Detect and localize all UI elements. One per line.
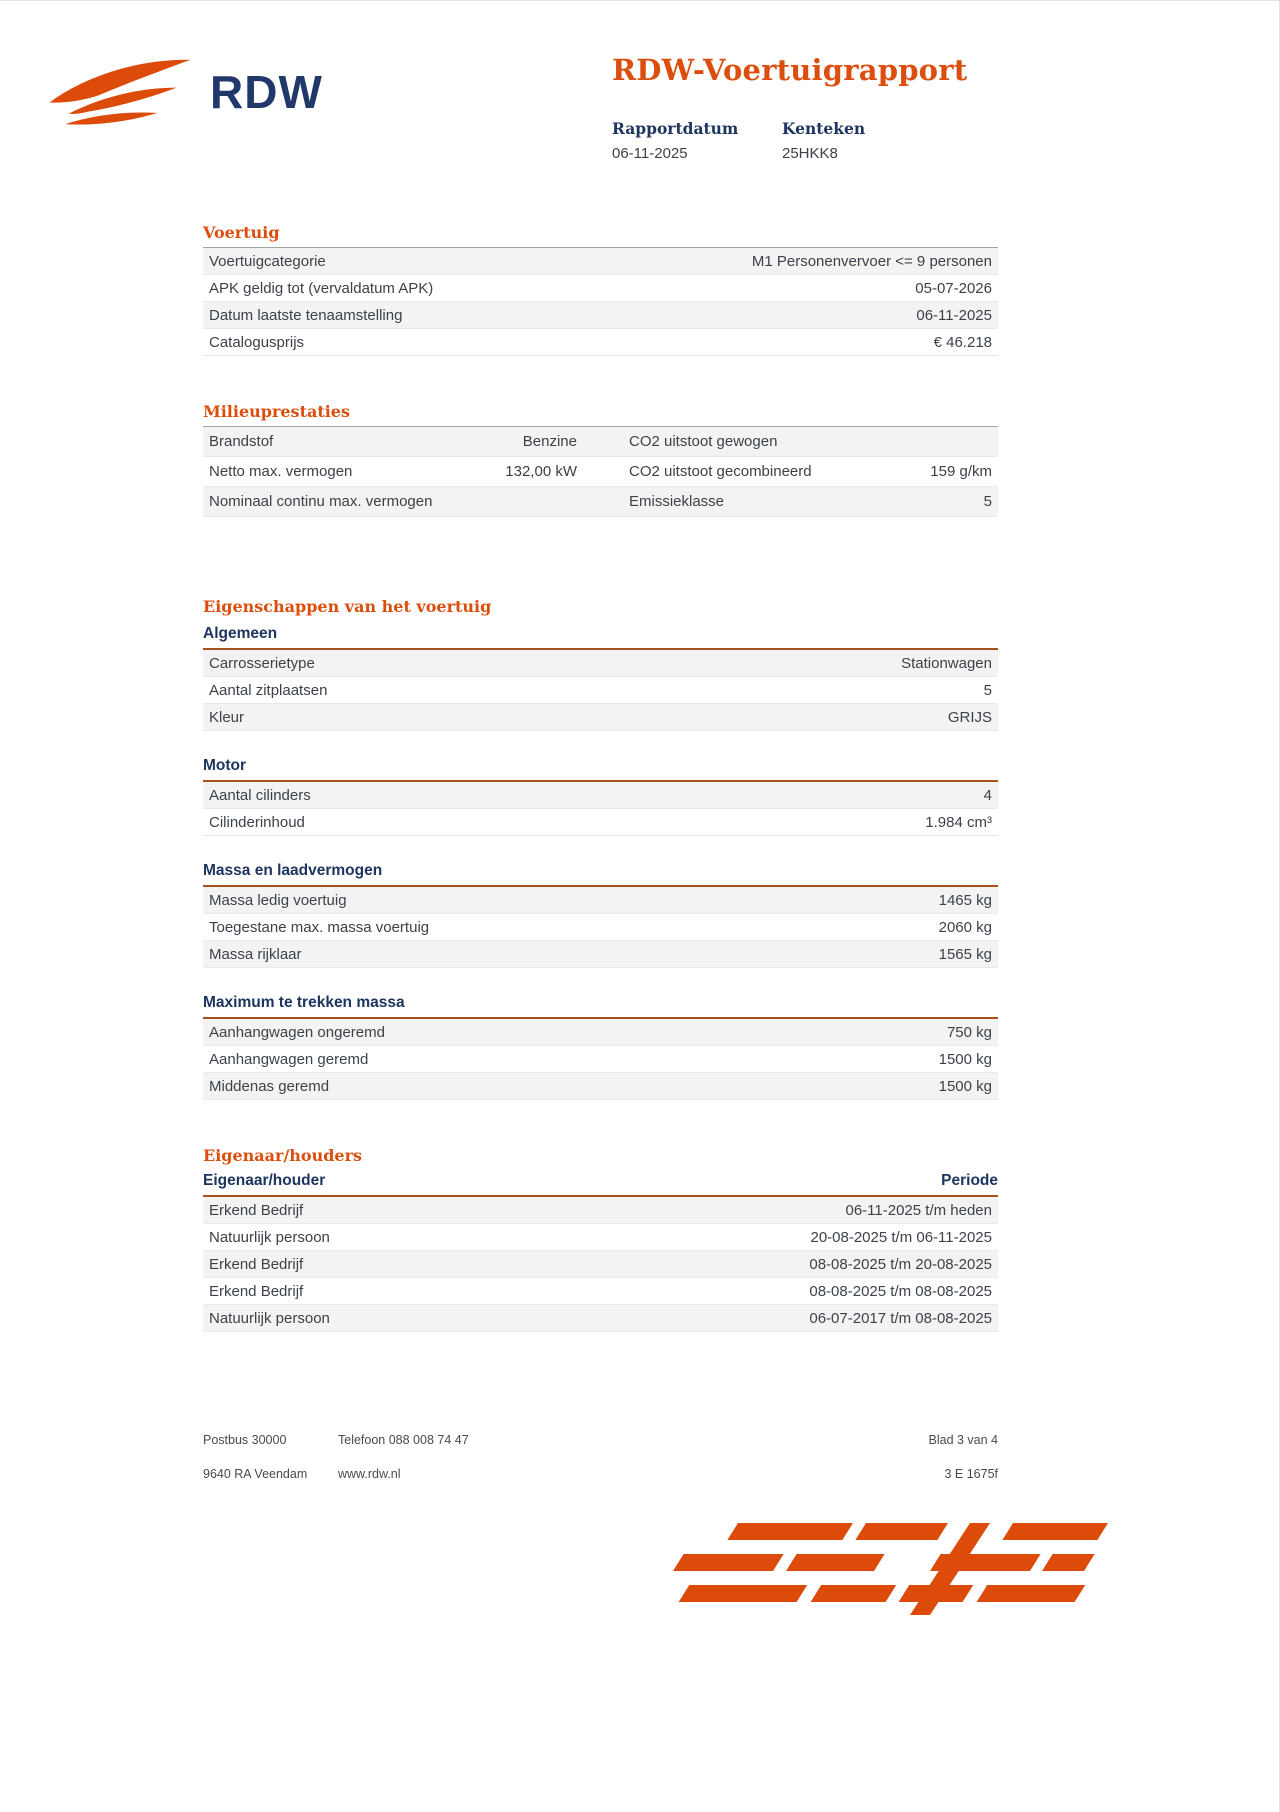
report-date-label: Rapportdatum (612, 119, 739, 138)
rdw-logo-text: RDW (210, 66, 323, 118)
row-label: Aantal zitplaatsen (209, 681, 328, 699)
table-row (203, 650, 998, 677)
footer-phone: Telefoon 088 008 74 47 (338, 1433, 469, 1447)
row-value: 5 (983, 681, 992, 699)
subsection-algemeen (203, 625, 998, 731)
section-title-milieu: Milieuprestaties (203, 402, 998, 427)
table-row (203, 329, 998, 356)
milieu-right-pair (629, 493, 992, 510)
table-row (203, 1251, 998, 1278)
table-row (203, 427, 998, 457)
table-row (203, 887, 998, 914)
milieu-right-pair (629, 463, 992, 480)
table-row (203, 941, 998, 968)
row-value: 750 kg (946, 1023, 992, 1041)
table-row (203, 275, 998, 302)
footer-line-1 (203, 1433, 998, 1447)
massa-table (203, 887, 998, 968)
column-header-owner: Eigenaar/houder (203, 1172, 326, 1189)
row-value: € 46.218 (933, 333, 992, 351)
owners-table-header (203, 1170, 998, 1197)
row-label: Datum laatste tenaamstelling (209, 306, 403, 324)
section-title-eigenschappen: Eigenschappen van het voertuig (203, 597, 492, 616)
row-value: GRIJS (947, 708, 992, 726)
row-label: Brandstof (209, 433, 274, 450)
column-header-period: Periode (941, 1172, 998, 1189)
section-milieu (203, 402, 998, 517)
row-value: 1565 kg (938, 945, 992, 963)
milieu-table (203, 427, 998, 517)
rdw-stripes-decoration-icon (648, 1523, 1110, 1615)
subsection-title-trekken: Maximum te trekken massa (203, 994, 998, 1019)
section-title-eigenaren: Eigenaar/houders (203, 1146, 363, 1165)
voertuig-table (203, 248, 998, 356)
row-label: Aanhangwagen geremd (209, 1050, 369, 1068)
table-row (203, 782, 998, 809)
table-row (203, 704, 998, 731)
row-value: 1500 kg (938, 1050, 992, 1068)
table-row (203, 487, 998, 517)
table-row (203, 1019, 998, 1046)
table-row (203, 457, 998, 487)
motor-table (203, 782, 998, 836)
owner-name: Natuurlijk persoon (209, 1309, 330, 1327)
section-title-voertuig: Voertuig (203, 223, 998, 248)
section-eigenschappen (203, 597, 998, 1100)
table-row (203, 1046, 998, 1073)
row-value: 1.984 cm³ (925, 813, 992, 831)
row-value: 4 (983, 786, 992, 804)
license-plate (782, 119, 952, 162)
page-footer (203, 1433, 998, 1481)
row-label: Massa ledig voertuig (209, 891, 347, 909)
row-label: Voertuigcategorie (209, 252, 326, 270)
rdw-logo-icon (46, 45, 194, 139)
row-label: Kleur (209, 708, 245, 726)
owner-period: 20-08-2025 t/m 06-11-2025 (810, 1228, 992, 1246)
milieu-left-pair (209, 463, 577, 480)
subsection-title-algemeen: Algemeen (203, 625, 998, 650)
table-row (203, 302, 998, 329)
report-header (612, 53, 1032, 162)
report-meta (612, 119, 1032, 162)
owners-table (203, 1197, 998, 1332)
section-voertuig (203, 223, 998, 356)
row-value: 06-11-2025 (916, 306, 992, 324)
row-label: Emissieklasse (629, 493, 725, 510)
subsection-title-massa: Massa en laadvermogen (203, 862, 998, 887)
table-row (203, 914, 998, 941)
footer-address-line2: 9640 RA Veendam (203, 1467, 308, 1481)
table-row (203, 1305, 998, 1332)
row-value: 1500 kg (938, 1077, 992, 1095)
row-label: Nominaal continu max. vermogen (209, 493, 433, 510)
footer-doc-code: 3 E 1675f (944, 1467, 998, 1481)
row-label: CO2 uitstoot gewogen (629, 433, 778, 450)
section-eigenaren (203, 1146, 998, 1332)
row-value: 1465 kg (938, 891, 992, 909)
report-body (203, 223, 998, 1332)
page-title: RDW-Voertuigrapport (612, 53, 968, 87)
row-value: Stationwagen (901, 654, 992, 672)
report-date (612, 119, 782, 162)
row-label: Carrosserietype (209, 654, 315, 672)
row-label: CO2 uitstoot gecombineerd (629, 463, 812, 480)
subsection-massa (203, 862, 998, 968)
owner-name: Erkend Bedrijf (209, 1201, 304, 1219)
owner-name: Natuurlijk persoon (209, 1228, 330, 1246)
table-row (203, 1278, 998, 1305)
table-row (203, 1073, 998, 1100)
trekken-table (203, 1019, 998, 1100)
row-label: Toegestane max. massa voertuig (209, 918, 430, 936)
subsection-trekken (203, 994, 998, 1100)
report-date-value: 06-11-2025 (612, 145, 688, 162)
row-value: 2060 kg (938, 918, 992, 936)
footer-line-2 (203, 1467, 998, 1481)
row-value: 5 (983, 493, 992, 510)
license-plate-label: Kenteken (782, 119, 866, 138)
milieu-left-pair (209, 433, 577, 450)
row-label: Massa rijklaar (209, 945, 302, 963)
row-value: M1 Personenvervoer <= 9 personen (751, 252, 992, 270)
subsection-motor (203, 757, 998, 836)
table-row (203, 677, 998, 704)
owner-period: 06-11-2025 t/m heden (845, 1201, 992, 1219)
owner-name: Erkend Bedrijf (209, 1282, 304, 1300)
owner-period: 06-07-2017 t/m 08-08-2025 (809, 1309, 992, 1327)
row-label: Catalogusprijs (209, 333, 305, 351)
milieu-right-pair (629, 433, 992, 450)
row-label: Netto max. vermogen (209, 463, 353, 480)
rdw-logo (46, 45, 323, 139)
row-value: Benzine (522, 433, 577, 450)
footer-page-number: Blad 3 van 4 (928, 1433, 998, 1447)
table-row (203, 248, 998, 275)
row-label: Middenas geremd (209, 1077, 330, 1095)
license-plate-value: 25HKK8 (782, 145, 838, 162)
owner-period: 08-08-2025 t/m 20-08-2025 (809, 1255, 992, 1273)
algemeen-table (203, 650, 998, 731)
row-value: 159 g/km (930, 463, 992, 480)
owner-name: Erkend Bedrijf (209, 1255, 304, 1273)
row-label: Cilinderinhoud (209, 813, 305, 831)
subsection-title-motor: Motor (203, 757, 998, 782)
milieu-left-pair (209, 493, 577, 510)
table-row (203, 1224, 998, 1251)
row-value: 05-07-2026 (915, 279, 992, 297)
footer-website: www.rdw.nl (338, 1467, 401, 1481)
row-label: APK geldig tot (vervaldatum APK) (209, 279, 434, 297)
footer-address-line1: Postbus 30000 (203, 1433, 287, 1447)
row-label: Aantal cilinders (209, 786, 311, 804)
row-label: Aanhangwagen ongeremd (209, 1023, 385, 1041)
table-row (203, 1197, 998, 1224)
row-value: 132,00 kW (505, 463, 577, 480)
table-row (203, 809, 998, 836)
owner-period: 08-08-2025 t/m 08-08-2025 (809, 1282, 992, 1300)
